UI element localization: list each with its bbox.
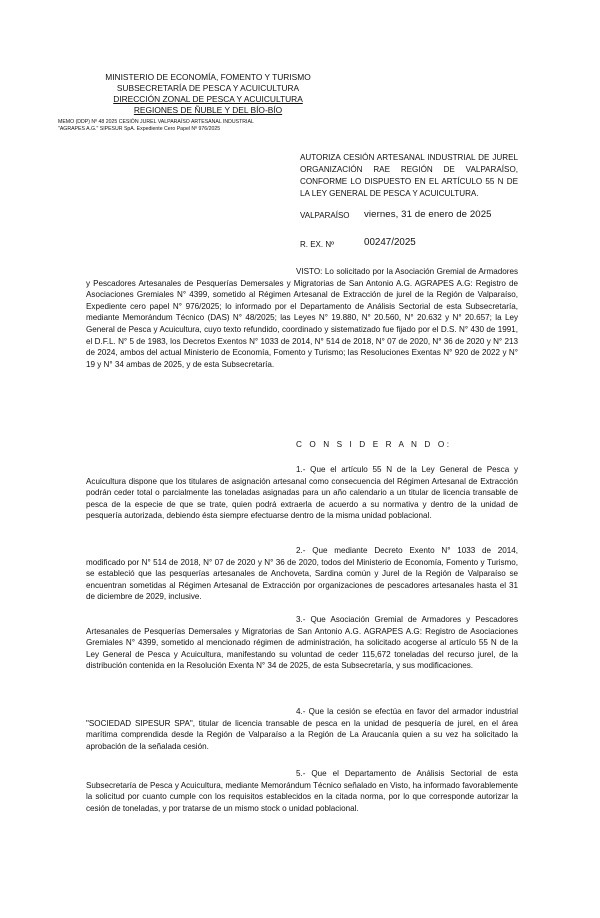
resolution-title: AUTORIZA CESIÓN ARTESANAL INDUSTRIAL DE JUREL ORGANIZACIÓN RAE REGIÓN DE VALPARAÍSO, CONFORME LO DISPUESTO EN EL ARTÍCULO 55 N DE LA LEY GENERAL DE PESCA Y ACUICULTURA. bbox=[300, 153, 518, 198]
rex-number: 00247/2025 bbox=[364, 237, 416, 248]
list-item: 5.- Que el Departamento de Análisis Sectorial de esta Subsecretaría de Pesca y Acuicultura, mediante Memorándum Técnico señalado en Visto, ha informado favorablemente la solicitud por cuanto cumple con los requisitos establecidos en la citada norma, por lo que corresponde autorizar la cesión de toneladas, y por tratarse de un mismo stock o unidad poblacional. bbox=[86, 769, 518, 813]
visto-paragraph: VISTO: Lo solicitado por la Asociación Gremial de Armadores y Pescadores Artesanales de Pesquerías Demersales y Migratorias de San Antonio A.G. AGRAPES A.G: Registro de Asociaciones Gremiales N° 4399, sometido al Régimen Artesanal de Extracción de jurel de la Región de Valparaíso, Expediente cero papel N° 976/2025; lo informado por el Departamento de Análisis Sectorial de esta Subsecretaría, mediante Memorándum Técnico (DAS) N° 48/2025; las Leyes N° 19.880, N° 20.560, N° 20.632 y N° 20.657; la Ley General de Pesca y Acuicultura, cuyo texto refundido, coordinado y sistematizado fue fijado por el D.S. N° 430 de 1991, el D.F.L. N° 5 de 1983, los Decretos Exentos N° 1033 de 2014, N° 514 de 2018, N° 07 de 2020, N° 36 de 2020 y N° 213 de 2024, ambos del actual Ministerio de Economía, Fomento y Turismo; las Resoluciones Exentas N° 920 de 2022 y N° 19 y N° 34 ambas de 2025, y de esta Subsecretaría. bbox=[86, 267, 518, 369]
considerando-item-5 bbox=[86, 768, 518, 814]
rex-label: R. EX. Nº bbox=[300, 240, 335, 249]
direccion-line: DIRECCIÓN ZONAL DE PESCA Y ACUICULTURA bbox=[113, 94, 303, 104]
visto-section bbox=[86, 266, 518, 370]
regiones-line: REGIONES DE ÑUBLE Y DEL BÍO-BÍO bbox=[133, 105, 283, 115]
list-item: 1.- Que el artículo 55 N de la Ley General de Pesca y Acuicultura dispone que los titulares de asignación artesanal como consecuencia del Régimen Artesanal de Extracción podrán ceder total o parcialmente las toneladas asignadas para un año calendario a un titular de licencia transable de pesca de la especie de que se trate, quien podrá extraerla de acuerdo a su normativa y dentro de la unidad de pesquería autorizada, debiendo ésta siempre efectuarse dentro de la misma unidad poblacional. bbox=[86, 465, 518, 521]
letterhead bbox=[58, 72, 358, 133]
list-item: 3.- Que Asociación Gremial de Armadores y Pescadores Artesanales de Pesquerías Demersales y Migratorias de San Antonio A.G. AGRAPES A.G: Registro de Asociaciones Gremiales N° 4399, sometido al mencionado régimen de administración, ha solicitado acogerse al artículo 55 N de la Ley General de Pesca y Acuicultura, manifestando su voluntad de ceder 115,672 toneladas del recurso jurel, de la distribución contenida en la Resolución Exenta N° 34 de 2025, de esta Subsecretaría, y sus modificaciones. bbox=[86, 615, 518, 671]
memo-reference-2: "AGRAPES A.G." SIPESUR SpA. Expediente Cero Papel Nº 976/2025 bbox=[58, 126, 221, 132]
considerando-item-3 bbox=[86, 614, 518, 672]
considerando-item-4 bbox=[86, 706, 518, 752]
resolution-date: viernes, 31 de enero de 2025 bbox=[364, 209, 492, 220]
considerando-item-1 bbox=[86, 464, 518, 522]
memo-reference-1: MEMO (DDP) Nº 48 2025 CESIÓN JUREL VALPARAÍSO ARTESANAL INDUSTRIAL bbox=[58, 119, 254, 125]
considerando-heading: C O N S I D E R A N D O: bbox=[296, 440, 452, 449]
place-label: VALPARAÍSO bbox=[300, 211, 350, 220]
list-item: 4.- Que la cesión se efectúa en favor del armador industrial "SOCIEDAD SIPESUR SPA", titular de licencia transable de pesca en la unidad de pesquería de jurel, en el área marítima comprendida desde la Región de Valparaíso a la Región de La Araucanía quien a su vez ha solicitado la aprobación de la señalada cesión. bbox=[86, 707, 518, 751]
subsecretaria-line: SUBSECRETARÍA DE PESCA Y ACUICULTURA bbox=[116, 83, 300, 93]
ministry-line: MINISTERIO DE ECONOMÍA, FOMENTO Y TURISMO bbox=[105, 72, 311, 82]
list-item: 2.- Que mediante Decreto Exento N° 1033 de 2014, modificado por N° 514 de 2018, N° 07 de 2020 y N° 36 de 2020, todos del Ministerio de Economía, Fomento y Turismo, se estableció que las pesquerías artesanales de Anchoveta, Sardina común y Jurel de la Región de Valparaíso se encuentran sometidas al Régimen Artesanal de Extracción por organizaciones de pescadores artesanales hasta el 31 de diciembre de 2029, inclusive. bbox=[86, 546, 518, 602]
considerando-item-2 bbox=[86, 545, 518, 603]
